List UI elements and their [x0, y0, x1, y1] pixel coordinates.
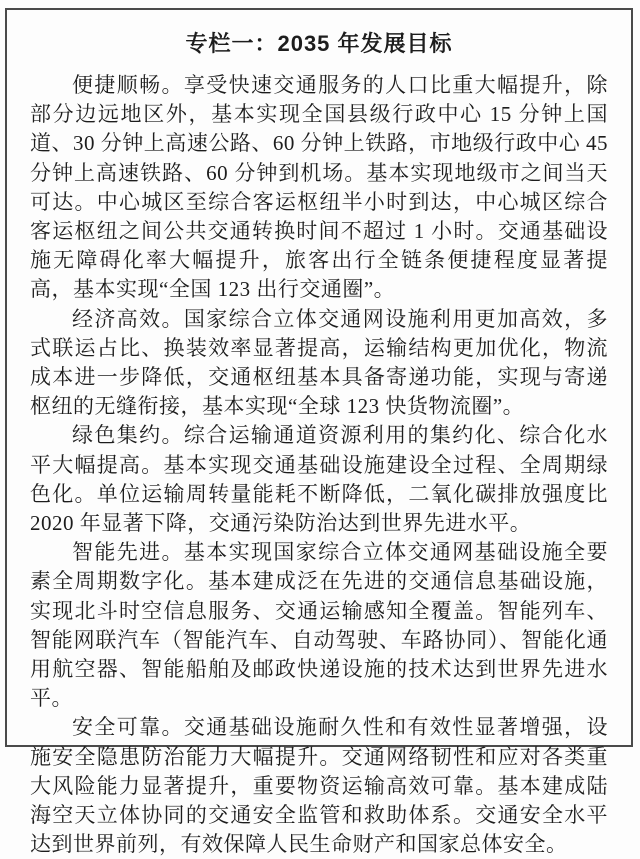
- paragraph-convenient-smooth: 便捷顺畅。享受快速交通服务的人口比重大幅提升，除部分边远地区外，基本实现全国县级行政中心 15 分钟上国道、30 分钟上高速公路、60 分钟上铁路，市地级行政中心 45 分钟上高速铁路、60 分钟到机场。基本实现地级市之间当天可达。中心城区至综合客运枢纽半小时到达，中心城区综合客运枢纽之间公共交通转换时间不超过 1 小时。交通基础设施无障碍化率大幅提升，旅客出行全链条便捷程度显著提高，基本实现“全国 123 出行交通圈”。: [30, 73, 608, 302]
- panel-title: 专栏一：2035 年发展目标: [185, 31, 453, 56]
- paragraph-economic-efficient: 经济高效。国家综合立体交通网设施利用更加高效，多式联运占比、换装效率显著提高，运输结构更加优化，物流成本进一步降低，交通枢纽基本具备寄递功能，实现与寄递枢纽的无缝衔接，基本实现“全球 123 快货物流圈”。: [30, 306, 608, 419]
- paragraph-safe-reliable: 安全可靠。交通基础设施耐久性和有效性显著增强，设施安全隐患防治能力大幅提升。交通网络韧性和应对各类重大风险能力显著提升，重要物资运输高效可靠。基本建成陆海空天立体协同的交通安全监管和救助体系。交通安全水平达到世界前列，有效保障人民生命财产和国家总体安全。: [30, 715, 608, 857]
- paragraph-intelligent-advanced: 智能先进。基本实现国家综合立体交通网基础设施全要素全周期数字化。基本建成泛在先进的交通信息基础设施，实现北斗时空信息服务、交通运输感知全覆盖。智能列车、智能网联汽车（智能汽车、自动驾驶、车路协同）、智能化通用航空器、智能船舶及邮政快递设施的技术达到世界先进水平。: [30, 540, 608, 711]
- paragraph-green-intensive: 绿色集约。综合运输通道资源利用的集约化、综合化水平大幅提高。基本实现交通基础设施建设全过程、全周期绿色化。单位运输周转量能耗不断降低，二氧化碳排放强度比 2020 年显著下降，交通污染防治达到世界先进水平。: [30, 423, 608, 536]
- column-panel: [5, 8, 633, 857]
